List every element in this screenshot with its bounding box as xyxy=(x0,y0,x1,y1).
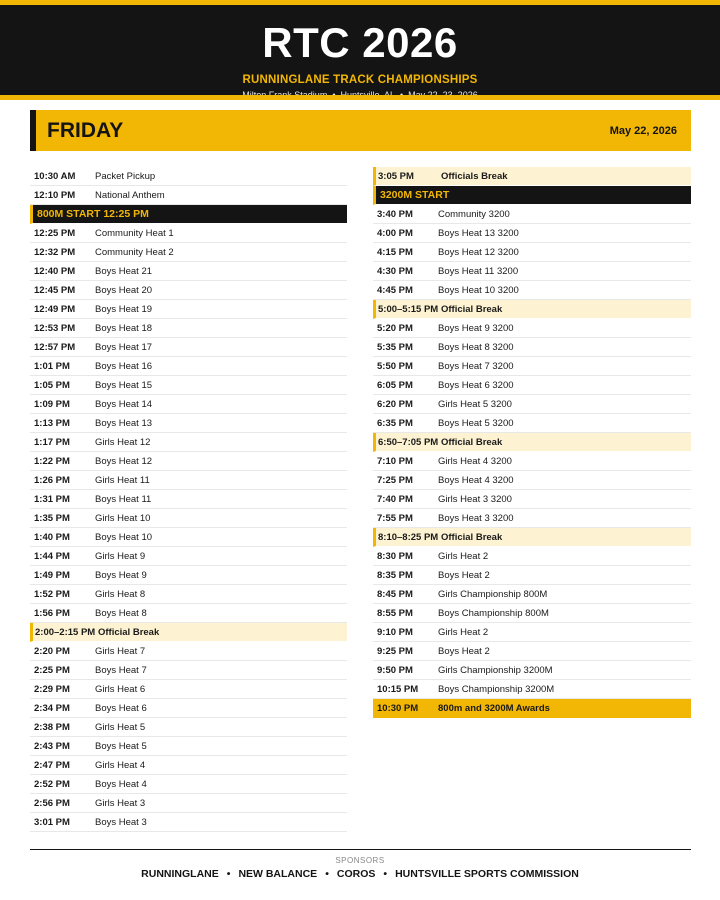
row-time: 1:40 PM xyxy=(34,531,70,543)
schedule-row xyxy=(373,262,691,281)
row-event: Girls Championship 800M xyxy=(438,588,548,600)
section-start-header: 3200M START xyxy=(373,186,691,205)
row-time: 2:43 PM xyxy=(34,740,70,752)
row-event: Official Break xyxy=(441,531,503,543)
row-time: 12:45 PM xyxy=(34,284,76,296)
schedule-row xyxy=(373,509,691,528)
row-time: 7:55 PM xyxy=(377,512,413,524)
schedule-row xyxy=(373,376,691,395)
row-event: Girls Heat 9 xyxy=(95,550,146,562)
row-event: Boys Heat 2 xyxy=(438,645,490,657)
row-time: 8:55 PM xyxy=(377,607,413,619)
schedule-row xyxy=(30,414,347,433)
row-event: Boys Heat 7 xyxy=(95,664,147,676)
row-event: Girls Heat 10 xyxy=(95,512,151,524)
break-row xyxy=(373,167,691,186)
row-time: 10:30 PM xyxy=(377,703,419,714)
schedule-row xyxy=(30,604,347,623)
schedule-row xyxy=(30,813,347,832)
row-time: 5:35 PM xyxy=(377,341,413,353)
row-time: 4:45 PM xyxy=(377,284,413,296)
sponsors-label: SPONSORS xyxy=(335,856,385,865)
row-event: Girls Heat 3 3200 xyxy=(438,493,512,505)
schedule-row xyxy=(30,794,347,813)
row-time: 6:20 PM xyxy=(377,398,413,410)
row-time: 4:30 PM xyxy=(377,265,413,277)
row-event: Boys Heat 19 xyxy=(95,303,153,315)
schedule-row xyxy=(30,566,347,585)
row-time: 1:35 PM xyxy=(34,512,70,524)
schedule-row xyxy=(373,471,691,490)
sponsor-name: RUNNINGLANE xyxy=(141,868,219,880)
schedule-row xyxy=(373,566,691,585)
row-event: Boys Heat 12 3200 xyxy=(438,246,519,258)
row-event: Girls Heat 4 xyxy=(95,759,146,771)
row-time: 6:35 PM xyxy=(377,417,413,429)
schedule-row xyxy=(30,775,347,794)
row-time: 6:05 PM xyxy=(377,379,413,391)
schedule-row xyxy=(30,167,347,186)
day-banner xyxy=(30,110,691,151)
row-time: 2:47 PM xyxy=(34,759,70,771)
day-date: May 22, 2026 xyxy=(609,124,677,137)
sponsor-name: COROS xyxy=(336,868,376,880)
row-time: 5:20 PM xyxy=(377,322,413,334)
row-time: 12:57 PM xyxy=(34,341,76,353)
sponsor-name: HUNTSVILLE SPORTS COMMISSION xyxy=(395,868,579,880)
row-event: Boys Heat 11 xyxy=(95,493,152,505)
schedule-row xyxy=(373,414,691,433)
row-time: 5:50 PM xyxy=(377,360,413,372)
schedule-row xyxy=(30,661,347,680)
row-time: 1:44 PM xyxy=(34,550,70,562)
row-time: 2:56 PM xyxy=(34,797,70,809)
row-time: 2:20 PM xyxy=(34,645,70,657)
row-event: Boys Heat 10 xyxy=(95,531,153,543)
row-time: 10:15 PM xyxy=(377,683,419,695)
break-row xyxy=(373,300,691,319)
schedule-row xyxy=(373,547,691,566)
row-time: 9:25 PM xyxy=(377,645,413,657)
row-event: Boys Heat 8 3200 xyxy=(438,341,514,353)
row-time: 1:01 PM xyxy=(34,360,70,372)
row-time: 5:00–5:15 PM xyxy=(378,303,439,315)
schedule-row xyxy=(373,604,691,623)
row-event: Girls Heat 6 xyxy=(95,683,146,695)
schedule-row xyxy=(373,338,691,357)
row-time: 2:34 PM xyxy=(34,702,70,714)
row-event: Girls Heat 8 xyxy=(95,588,146,600)
row-event: Boys Heat 2 xyxy=(438,569,490,581)
row-event: Girls Heat 5 xyxy=(95,721,146,733)
schedule-row xyxy=(30,186,347,205)
break-row xyxy=(373,528,691,547)
schedule-row xyxy=(373,585,691,604)
row-time: 3:40 PM xyxy=(377,208,413,220)
schedule-row xyxy=(30,281,347,300)
row-time: 4:15 PM xyxy=(377,246,413,258)
row-event: Boys Heat 5 3200 xyxy=(438,417,514,429)
schedule-row xyxy=(373,395,691,414)
row-time: 10:30 AM xyxy=(34,170,76,182)
schedule-row xyxy=(30,262,347,281)
footer-divider xyxy=(30,849,691,850)
row-event: Boys Heat 4 xyxy=(95,778,147,790)
bullet-separator: • xyxy=(226,868,231,880)
row-time: 4:00 PM xyxy=(377,227,413,239)
row-time: 8:45 PM xyxy=(377,588,413,600)
schedule-row xyxy=(30,718,347,737)
row-time: 1:17 PM xyxy=(34,436,70,448)
row-event: Boys Championship 800M xyxy=(438,607,549,619)
row-event: 800m and 3200M Awards xyxy=(438,703,550,714)
row-time: 3:05 PM xyxy=(378,170,414,182)
row-event: Boys Heat 3 3200 xyxy=(438,512,514,524)
row-event: Boys Heat 6 3200 xyxy=(438,379,514,391)
row-time: 12:10 PM xyxy=(34,189,76,201)
row-event: Boys Heat 15 xyxy=(95,379,153,391)
break-row xyxy=(373,433,691,452)
row-event: Girls Heat 7 xyxy=(95,645,146,657)
row-event: Boys Heat 13 3200 xyxy=(438,227,519,239)
row-event: Girls Heat 11 xyxy=(95,474,150,486)
row-event: Boys Heat 9 xyxy=(95,569,147,581)
schedule-row xyxy=(30,452,347,471)
schedule-row xyxy=(373,642,691,661)
awards-row xyxy=(373,699,691,718)
schedule-row xyxy=(30,585,347,604)
row-time: 3:01 PM xyxy=(34,816,70,828)
schedule-row xyxy=(373,452,691,471)
schedule-row xyxy=(373,319,691,338)
row-event: Official Break xyxy=(441,436,503,448)
event-subtitle: RUNNINGLANE TRACK CHAMPIONSHIPS xyxy=(242,74,478,86)
sponsors-list xyxy=(0,868,720,880)
row-time: 1:49 PM xyxy=(34,569,70,581)
header-bottom-stripe xyxy=(0,95,720,100)
row-time: 6:50–7:05 PM xyxy=(378,436,439,448)
sponsor-name: NEW BALANCE xyxy=(238,868,318,880)
row-time: 9:10 PM xyxy=(377,626,413,638)
schedule-row xyxy=(30,547,347,566)
bullet-separator: • xyxy=(325,868,329,880)
schedule-row xyxy=(373,357,691,376)
schedule-row xyxy=(30,243,347,262)
schedule-row xyxy=(30,338,347,357)
row-event: Boys Heat 17 xyxy=(95,341,153,353)
row-event: Girls Heat 12 xyxy=(95,436,151,448)
row-time: 2:25 PM xyxy=(34,664,70,676)
schedule-row xyxy=(373,490,691,509)
section-start-header: 800M START 12:25 PM xyxy=(30,205,347,224)
row-time: 12:40 PM xyxy=(34,265,76,277)
row-event: Boys Heat 4 3200 xyxy=(438,474,514,486)
row-event: Girls Heat 5 3200 xyxy=(438,398,512,410)
schedule-row xyxy=(373,224,691,243)
schedule-row xyxy=(30,300,347,319)
row-event: Boys Heat 10 3200 xyxy=(438,284,519,296)
schedule-row xyxy=(373,661,691,680)
schedule-row xyxy=(30,319,347,338)
row-time: 2:52 PM xyxy=(34,778,70,790)
row-time: 1:22 PM xyxy=(34,455,70,467)
schedule-row xyxy=(30,433,347,452)
row-time: 7:10 PM xyxy=(377,455,413,467)
row-time: 1:56 PM xyxy=(34,607,70,619)
schedule-row xyxy=(30,642,347,661)
row-event: Girls Championship 3200M xyxy=(438,664,553,676)
row-event: Boys Heat 9 3200 xyxy=(438,322,514,334)
schedule-row xyxy=(30,756,347,775)
row-event: Boys Heat 7 3200 xyxy=(438,360,514,372)
row-time: 12:25 PM xyxy=(34,227,76,239)
row-event: Boys Heat 21 xyxy=(95,265,153,277)
row-event: Boys Heat 3 xyxy=(95,816,147,828)
row-event: Girls Heat 2 xyxy=(438,550,489,562)
schedule-row xyxy=(373,680,691,699)
row-time: 1:13 PM xyxy=(34,417,70,429)
row-event: Boys Heat 5 xyxy=(95,740,147,752)
row-time: 1:09 PM xyxy=(34,398,70,410)
bullet-separator: • xyxy=(383,868,388,880)
row-time: 8:10–8:25 PM xyxy=(378,531,439,543)
row-event: Packet Pickup xyxy=(95,170,156,182)
row-time: 2:38 PM xyxy=(34,721,70,733)
row-event: Boys Heat 14 xyxy=(95,398,153,410)
row-time: 1:31 PM xyxy=(34,493,70,505)
schedule-row xyxy=(30,737,347,756)
schedule-row xyxy=(30,490,347,509)
row-time: 9:50 PM xyxy=(377,664,413,676)
schedule-column-left xyxy=(30,167,347,832)
row-time: 8:35 PM xyxy=(377,569,413,581)
row-event: Boys Heat 13 xyxy=(95,417,153,429)
schedule-row xyxy=(30,471,347,490)
row-event: Boys Championship 3200M xyxy=(438,683,555,695)
row-event: Officials Break xyxy=(441,170,508,182)
row-event: Boys Heat 20 xyxy=(95,284,153,296)
row-event: Boys Heat 18 xyxy=(95,322,153,334)
row-time: 1:05 PM xyxy=(34,379,70,391)
schedule-row xyxy=(373,243,691,262)
row-time: 7:40 PM xyxy=(377,493,413,505)
row-time: 2:29 PM xyxy=(34,683,70,695)
day-title: FRIDAY xyxy=(47,118,124,142)
event-title: RTC 2026 xyxy=(262,19,458,66)
row-event: Community 3200 xyxy=(438,208,510,220)
row-event: Official Break xyxy=(441,303,503,315)
row-time: 8:30 PM xyxy=(377,550,413,562)
row-time: 1:26 PM xyxy=(34,474,70,486)
schedule-row xyxy=(373,623,691,642)
schedule-column-right xyxy=(373,167,691,718)
row-event: Girls Heat 3 xyxy=(95,797,146,809)
schedule-row xyxy=(30,509,347,528)
row-event: Community Heat 1 xyxy=(95,227,174,239)
row-event: Boys Heat 16 xyxy=(95,360,153,372)
row-time: 1:52 PM xyxy=(34,588,70,600)
schedule-row xyxy=(30,357,347,376)
row-event: Boys Heat 6 xyxy=(95,702,147,714)
row-time: 12:49 PM xyxy=(34,303,76,315)
row-time: 12:32 PM xyxy=(34,246,76,258)
schedule-row xyxy=(373,281,691,300)
break-row xyxy=(30,623,347,642)
row-event: Girls Heat 4 3200 xyxy=(438,455,512,467)
schedule-row xyxy=(30,699,347,718)
row-event: National Anthem xyxy=(95,189,165,201)
schedule-row xyxy=(30,224,347,243)
row-time: 2:00–2:15 PM xyxy=(35,626,96,638)
schedule-row xyxy=(30,395,347,414)
row-event: Boys Heat 8 xyxy=(95,607,147,619)
row-event: Official Break xyxy=(98,626,160,638)
row-time: 7:25 PM xyxy=(377,474,413,486)
schedule-row xyxy=(30,680,347,699)
schedule-row xyxy=(30,528,347,547)
schedule-row xyxy=(30,376,347,395)
page-header xyxy=(0,5,720,95)
row-event: Girls Heat 2 xyxy=(438,626,489,638)
row-event: Boys Heat 12 xyxy=(95,455,153,467)
row-event: Community Heat 2 xyxy=(95,246,174,258)
schedule-row xyxy=(373,205,691,224)
row-event: Boys Heat 11 3200 xyxy=(438,265,519,277)
row-time: 12:53 PM xyxy=(34,322,76,334)
